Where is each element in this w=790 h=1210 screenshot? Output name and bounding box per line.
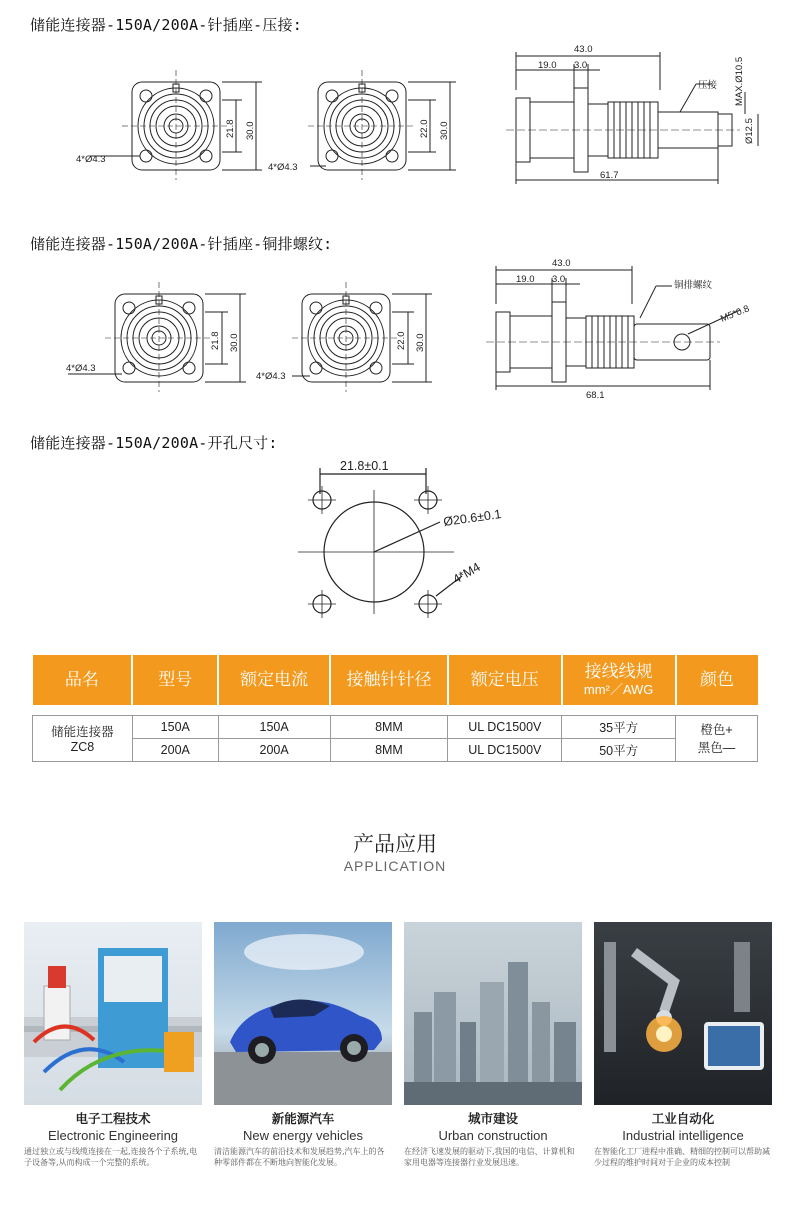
dim-inner-d: 22.0 — [396, 331, 407, 350]
application-image-city — [404, 922, 582, 1105]
dim-outer-b: 30.0 — [439, 121, 450, 140]
voltage-cell: UL DC1500V — [448, 715, 562, 738]
hole-label-c: 4*Ø4.3 — [66, 363, 96, 374]
header-gauge — [562, 655, 676, 705]
current-cell: 200A — [218, 738, 330, 761]
caption-en: Urban construction — [438, 1128, 548, 1143]
caption-en: New energy vehicles — [243, 1128, 363, 1143]
dim-3-crimp: 3.0 — [574, 60, 588, 71]
application-caption-3 — [404, 1109, 582, 1169]
product-code: ZC8 — [70, 740, 95, 754]
dim-inner-c: 21.8 — [210, 331, 221, 350]
copper-drawing — [0, 258, 790, 408]
dim-19-crimp: 19.0 — [538, 60, 557, 71]
cutout-section-title: 储能连接器-150A/200A-开孔尺寸: — [30, 434, 278, 452]
side-view-crimp — [506, 52, 758, 184]
caption-desc: 清洁能源汽车的前沿技术和发展趋势,汽车上的各种零部件都在不断地向智能化发展。 — [214, 1147, 385, 1167]
gauge-cell: 50平方 — [562, 738, 676, 761]
dim-total-copper: 43.0 — [552, 258, 571, 269]
product-name: 储能连接器 — [51, 725, 114, 739]
pin-cell: 8MM — [330, 738, 448, 761]
table-row — [33, 738, 758, 761]
header-current: 额定电流 — [218, 655, 330, 705]
table-row — [33, 715, 758, 738]
dim-outer-d: 30.0 — [415, 333, 426, 352]
header-voltage: 额定电压 — [448, 655, 562, 705]
front-view-b — [308, 70, 456, 180]
application-title-en: APPLICATION — [343, 858, 447, 874]
dim-total-crimp: 43.0 — [574, 44, 593, 55]
header-model: 型号 — [132, 655, 218, 705]
cutout-spacing: 21.8±0.1 — [340, 459, 389, 473]
application-image-ev — [214, 922, 392, 1105]
dim-len-crimp: 61.7 — [600, 170, 619, 181]
application-title-cn: 产品应用 — [353, 832, 437, 856]
pin-cell: 8MM — [330, 715, 448, 738]
model-cell: 150A — [132, 715, 218, 738]
callout-crimp: 压接 — [698, 80, 718, 91]
color-orange: 橙色+ — [700, 723, 733, 737]
header-pin: 接触针针径 — [330, 655, 448, 705]
table-header-row — [33, 655, 758, 705]
color-cell — [676, 715, 758, 761]
caption-desc: 在经济飞速发展的驱动下,我国的电信、计算机和家用电器等连接器行业发展迅速。 — [404, 1147, 575, 1167]
callout-copper: 铜排螺纹 — [674, 280, 713, 291]
header-gauge-label: 接线线规 — [584, 662, 653, 681]
dim-3-copper: 3.0 — [552, 274, 566, 285]
application-heading — [0, 828, 790, 874]
cutout-diameter: Ø20.6±0.1 — [442, 506, 503, 529]
header-color: 颜色 — [676, 655, 758, 705]
hole-label-d: 4*Ø4.3 — [256, 371, 286, 382]
copper-section-title: 储能连接器-150A/200A-针插座-铜排螺纹: — [30, 235, 333, 253]
dim-inner-a: 21.8 — [225, 119, 236, 138]
spec-table — [32, 655, 758, 762]
gauge-cell: 35平方 — [562, 715, 676, 738]
application-image-industry — [594, 922, 772, 1105]
voltage-cell: UL DC1500V — [448, 738, 562, 761]
header-name: 品名 — [33, 655, 133, 705]
model-cell: 200A — [132, 738, 218, 761]
caption-en: Electronic Engineering — [47, 1128, 179, 1143]
product-name-cell — [33, 715, 133, 761]
front-view-d — [292, 282, 432, 392]
dim-outer-a: 30.0 — [245, 121, 256, 140]
hole-label-b: 4*Ø4.3 — [268, 162, 298, 173]
dim-dia-crimp: Ø12.5 — [744, 118, 755, 144]
dim-inner-b: 22.0 — [419, 119, 430, 138]
application-caption-4 — [594, 1109, 772, 1169]
crimp-drawing — [0, 40, 790, 200]
caption-desc: 在智能化工厂进程中准确、精细的控制可以帮助减少过程的维护时间对于企业的成本控制 — [594, 1147, 770, 1167]
header-gauge-unit: mm²／AWG — [583, 682, 654, 698]
front-view-a — [90, 70, 262, 180]
dim-19-copper: 19.0 — [516, 274, 535, 285]
dim-thread-copper: M5*0.8 — [719, 303, 752, 325]
caption-cn: 工业自动化 — [651, 1111, 715, 1126]
dim-len-copper: 68.1 — [586, 390, 605, 401]
current-cell: 150A — [218, 715, 330, 738]
crimp-section-title: 储能连接器-150A/200A-针插座-压接: — [30, 16, 303, 34]
caption-desc: 通过独立或与线缆连接在一起,连接各个子系统,电子设备等,从而构成一个完整的系统。 — [24, 1147, 198, 1167]
caption-en: Industrial intelligence — [622, 1128, 744, 1143]
caption-cn: 新能源汽车 — [271, 1111, 335, 1126]
color-black: 黑色— — [697, 741, 736, 755]
dim-max-crimp: MAX.Ø10.5 — [734, 56, 745, 106]
cutout-holes: 4*M4 — [450, 559, 483, 587]
application-image-electronics — [24, 922, 202, 1105]
caption-cn: 电子工程技术 — [75, 1111, 151, 1126]
caption-cn: 城市建设 — [467, 1111, 518, 1126]
hole-label-a: 4*Ø4.3 — [76, 154, 106, 165]
cutout-drawing — [0, 450, 790, 630]
dim-outer-c: 30.0 — [229, 333, 240, 352]
application-caption-1 — [24, 1109, 202, 1169]
application-caption-2 — [214, 1109, 392, 1169]
